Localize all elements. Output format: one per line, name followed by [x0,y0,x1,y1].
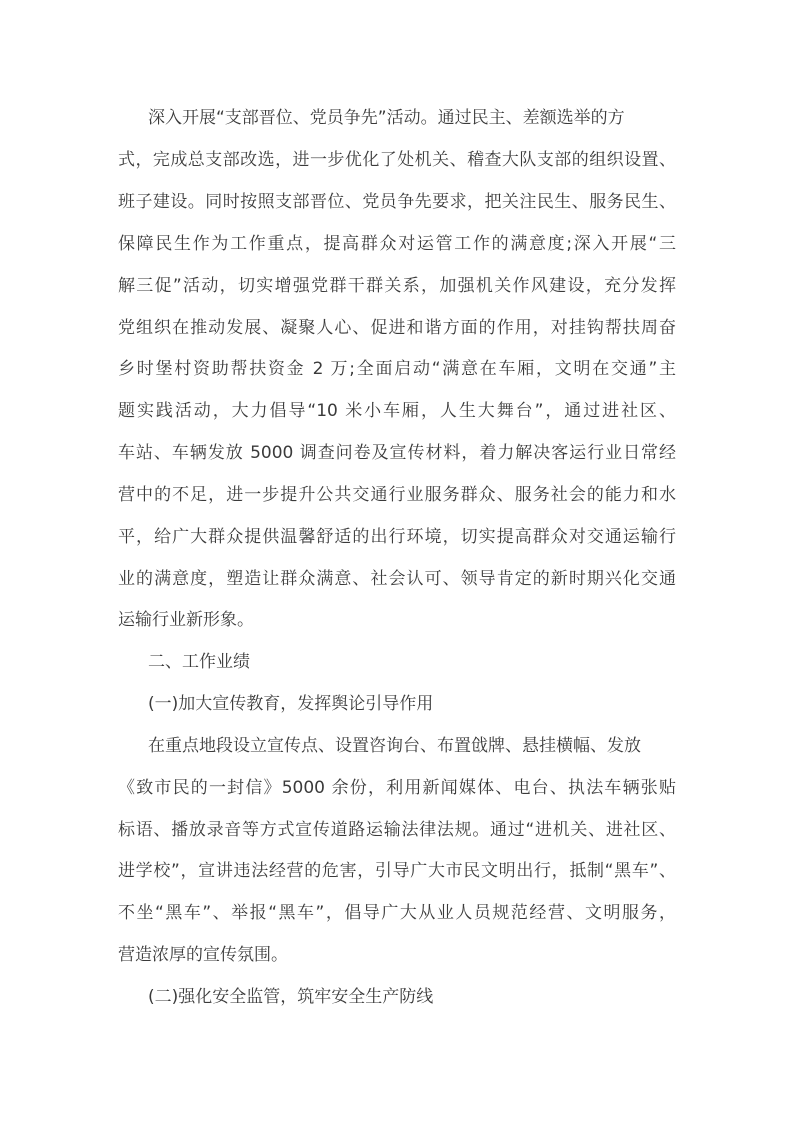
paragraph-1-line-5: 解三促”活动，切实增强党群干群关系，加强机关作风建设，充分发挥 [118,276,676,296]
paragraph-1-line-9: 车站、车辆发放 5000 调查问卷及宣传材料，着力解决客运行业日常经 [118,443,676,463]
paragraph-1-line-13: 运输行业新形象。 [118,610,254,630]
paragraph-1-line-8: 题实践活动，大力倡导“10 米小车厢，人生大舞台”，通过进社区、 [118,401,676,421]
paragraph-1-line-7: 乡时堡村资助帮扶资金 2 万;全面启动“满意在车厢，文明在交通”主 [118,359,676,379]
paragraph-1-line-2: 式，完成总支部改选，进一步优化了处机关、稽查大队支部的组织设置、 [118,150,676,170]
paragraph-2-line-1: 在重点地段设立宣传点、设置咨询台、布置戗牌、悬挂横幅、发放 [148,736,641,756]
paragraph-1-line-1: 深入开展“支部晋位、党员争先”活动。通过民主、差额选举的方 [148,108,625,128]
paragraph-2-line-6: 营造浓厚的宣传氛围。 [118,945,288,965]
paragraph-1-line-10: 营中的不足，进一步提升公共交通行业服务群众、服务社会的能力和水 [118,485,676,505]
paragraph-1-line-6: 党组织在推动发展、凝聚人心、促进和谐方面的作用，对挂钩帮扶周奋 [118,318,676,338]
paragraph-1-line-12: 业的满意度，塑造让群众满意、社会认可、领导肯定的新时期兴化交通 [118,569,676,589]
paragraph-2-line-2: 《致市民的一封信》5000 余份，利用新闻媒体、电台、执法车辆张贴 [118,778,676,798]
paragraph-2-line-5: 不坐“黑车”、举报“黑车”，倡导广大从业人员规范经营、文明服务， [118,903,676,923]
paragraph-2-line-3: 标语、播放录音等方式宣传道路运输法律法规。通过“进机关、进社区、 [118,820,676,840]
paragraph-2-line-4: 进学校”，宣讲违法经营的危害，引导广大市民文明出行，抵制“黑车”、 [118,861,676,881]
subheading-1: (一)加大宣传教育，发挥舆论引导作用 [148,694,434,714]
paragraph-1-line-4: 保障民生作为工作重点，提高群众对运管工作的满意度;深入开展“三 [118,234,676,254]
paragraph-1-line-11: 平，给广大群众提供温馨舒适的出行环境，切实提高群众对交通运输行 [118,527,676,547]
section-heading: 二、工作业绩 [148,652,250,672]
subheading-2: (二)强化安全监管，筑牢安全生产防线 [148,987,434,1007]
paragraph-1-line-3: 班子建设。同时按照支部晋位、党员争先要求，把关注民生、服务民生、 [118,192,676,212]
